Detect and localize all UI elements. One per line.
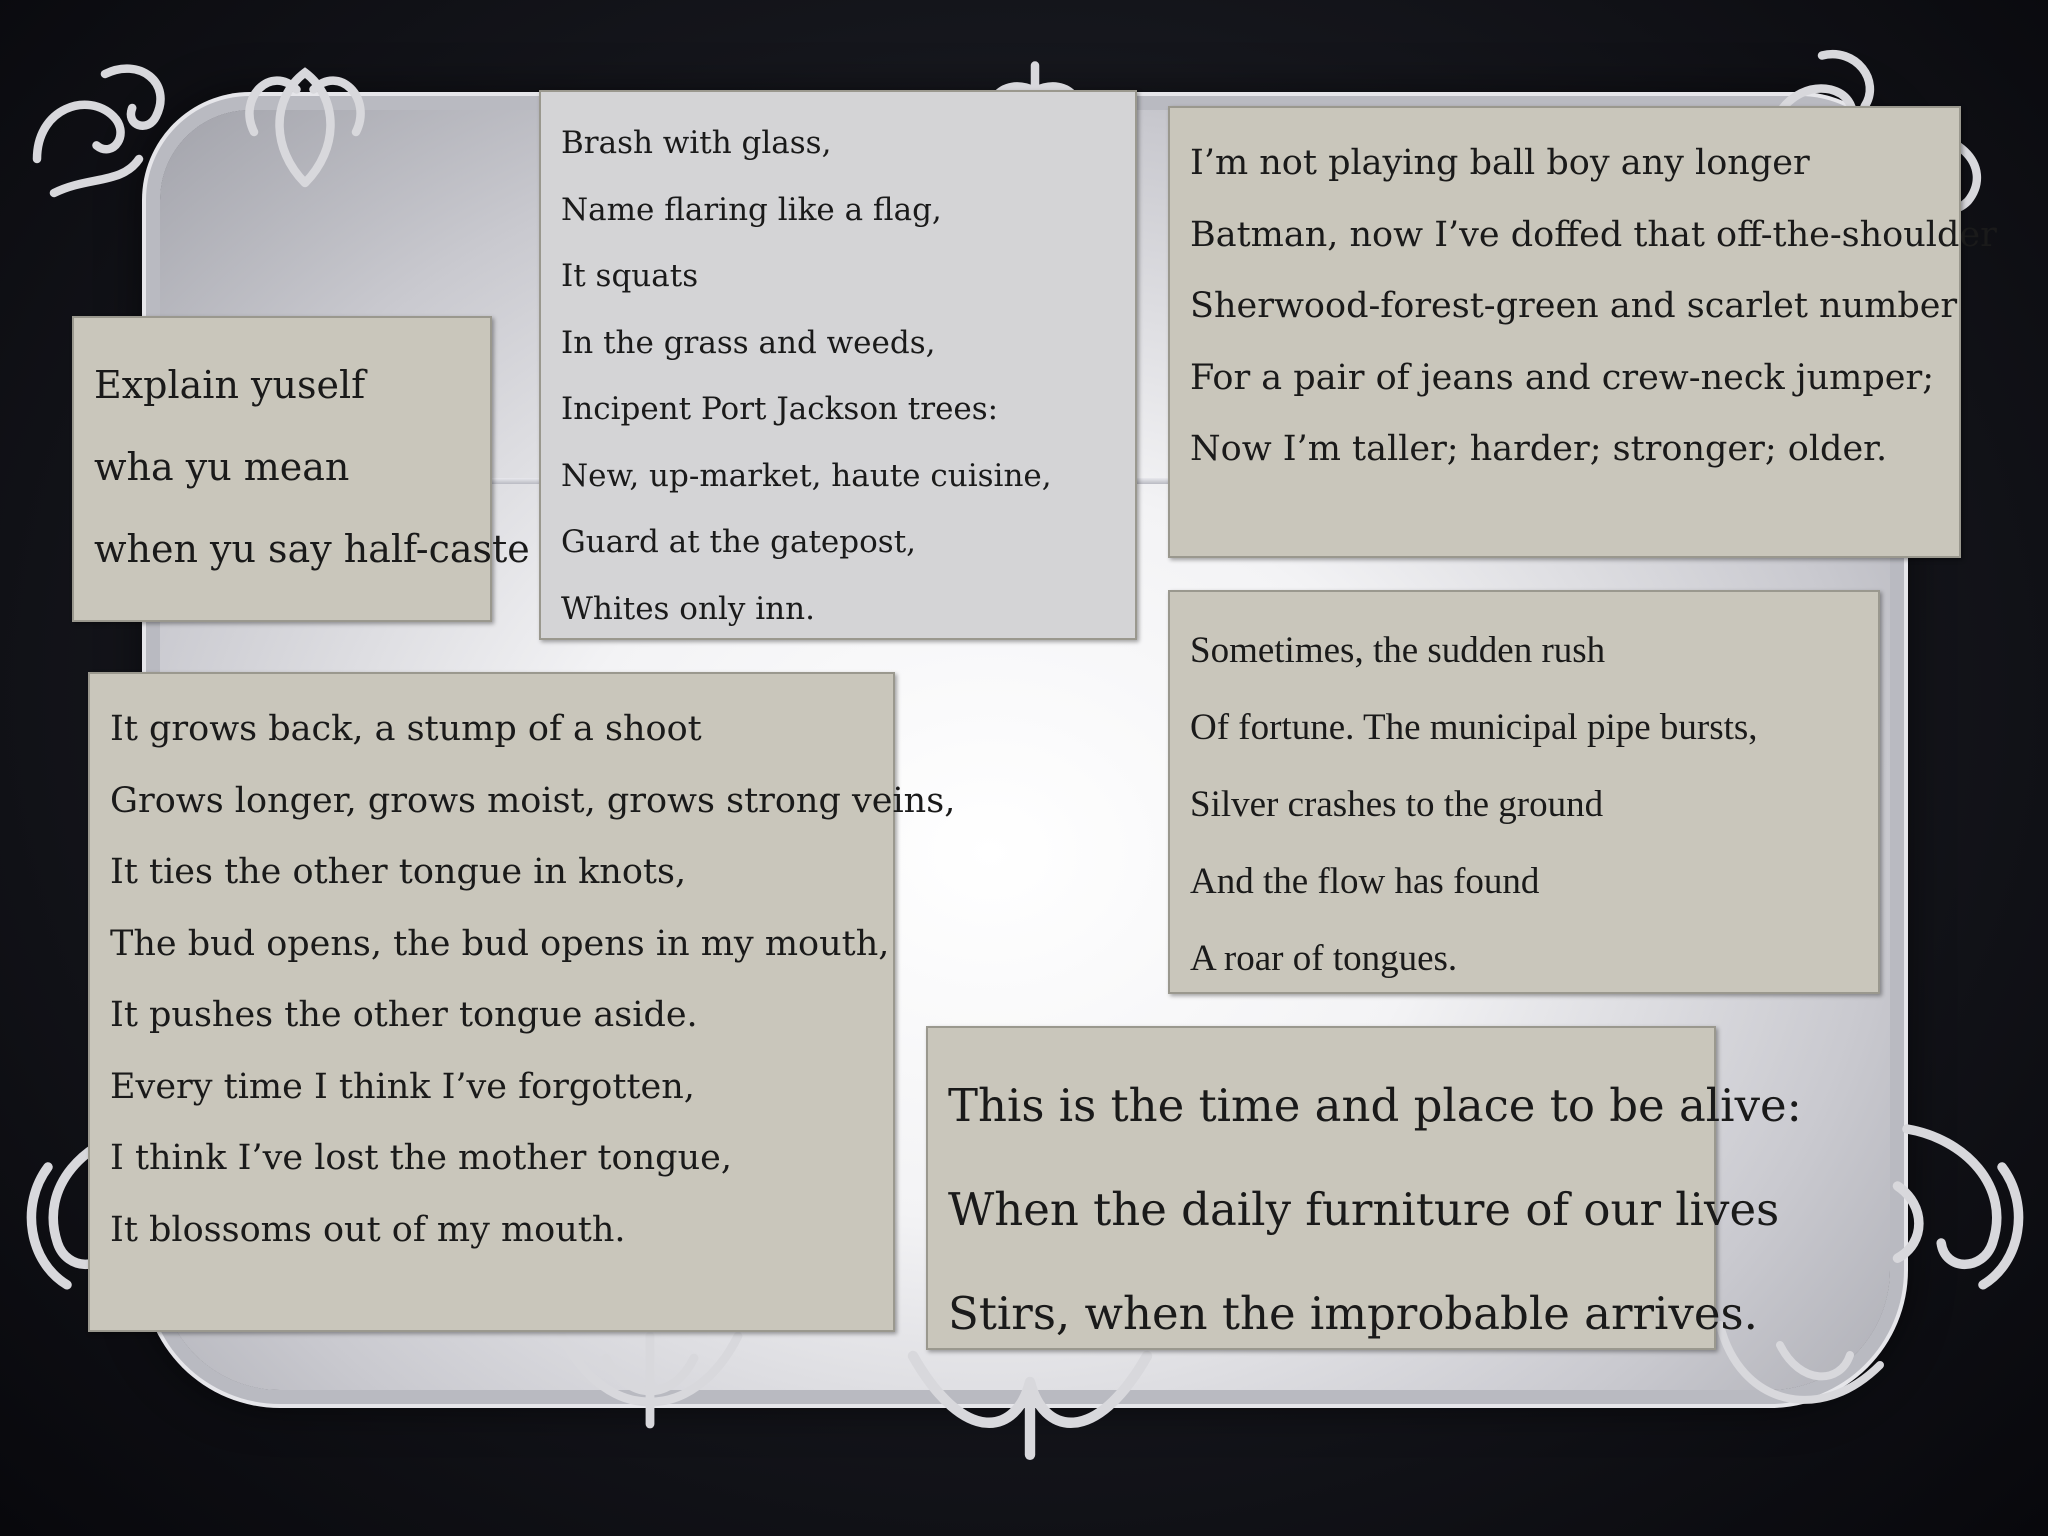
- poem-line: In the grass and weeds,: [561, 324, 936, 361]
- poem-line: Silver crashes to the ground: [1190, 784, 1604, 825]
- poem-line: Brash with glass,: [561, 125, 832, 161]
- poem-line: Name flaring like a flag,: [561, 191, 942, 228]
- poem-box-ballboy: [1168, 106, 1997, 558]
- poem-box-tongue: [88, 672, 956, 1332]
- poem-line: The bud opens, the bud opens in my mouth,: [110, 923, 890, 964]
- poem-line: I think I’ve lost the mother tongue,: [110, 1138, 732, 1178]
- poem-box-alive: [926, 1026, 1802, 1350]
- poem-line: Guard at the gatepost,: [561, 524, 917, 560]
- poem-box-explain: [72, 316, 530, 622]
- poem-line: Whites only inn.: [561, 590, 815, 627]
- poem-line: Of fortune. The municipal pipe bursts,: [1190, 707, 1758, 748]
- poem-line: when yu say half-caste: [94, 527, 530, 571]
- poem-line: I’m not playing ball boy any longer: [1190, 143, 1810, 183]
- poem-line: Now I’m taller; harder; stronger; older.: [1190, 429, 1888, 469]
- poem-box-brash: [539, 90, 1137, 640]
- poem-line: Sometimes, the sudden rush: [1190, 630, 1606, 671]
- scroll-ornament-icon: [220, 30, 390, 200]
- poem-line: Grows longer, grows moist, grows strong veins,: [110, 780, 956, 821]
- poem-line: And the flow has found: [1190, 861, 1540, 902]
- poem-line: Explain yuself: [94, 363, 366, 407]
- poem-line: This is the time and place to be alive:: [948, 1079, 1802, 1132]
- poem-line: It squats: [561, 258, 699, 294]
- poem-line: It pushes the other tongue aside.: [110, 995, 698, 1035]
- poem-line: Incipent Port Jackson trees:: [561, 391, 999, 427]
- scroll-ornament-icon: [20, 40, 190, 210]
- poem-line: When the daily furniture of our lives: [948, 1183, 1780, 1236]
- scroll-ornament-icon: [1850, 1110, 2040, 1300]
- poem-line: A roar of tongues.: [1190, 938, 1458, 979]
- poem-line: Stirs, when the improbable arrives.: [948, 1287, 1758, 1340]
- poem-box-sometimes: [1168, 590, 1880, 994]
- poem-line: Sherwood-forest-green and scarlet number: [1190, 286, 1958, 326]
- poem-line: wha yu mean: [94, 445, 350, 489]
- poem-line: New, up-market, haute cuisine,: [561, 457, 1052, 494]
- poem-line: It blossoms out of my mouth.: [110, 1209, 626, 1250]
- poem-line: For a pair of jeans and crew-neck jumper;: [1190, 357, 1935, 398]
- poem-line: It ties the other tongue in knots,: [110, 852, 687, 892]
- poem-line: It grows back, a stump of a shoot: [110, 709, 702, 749]
- poem-line: Every time I think I’ve forgotten,: [110, 1066, 695, 1107]
- poem-line: Batman, now I’ve doffed that off-the-shoulder: [1190, 214, 1997, 255]
